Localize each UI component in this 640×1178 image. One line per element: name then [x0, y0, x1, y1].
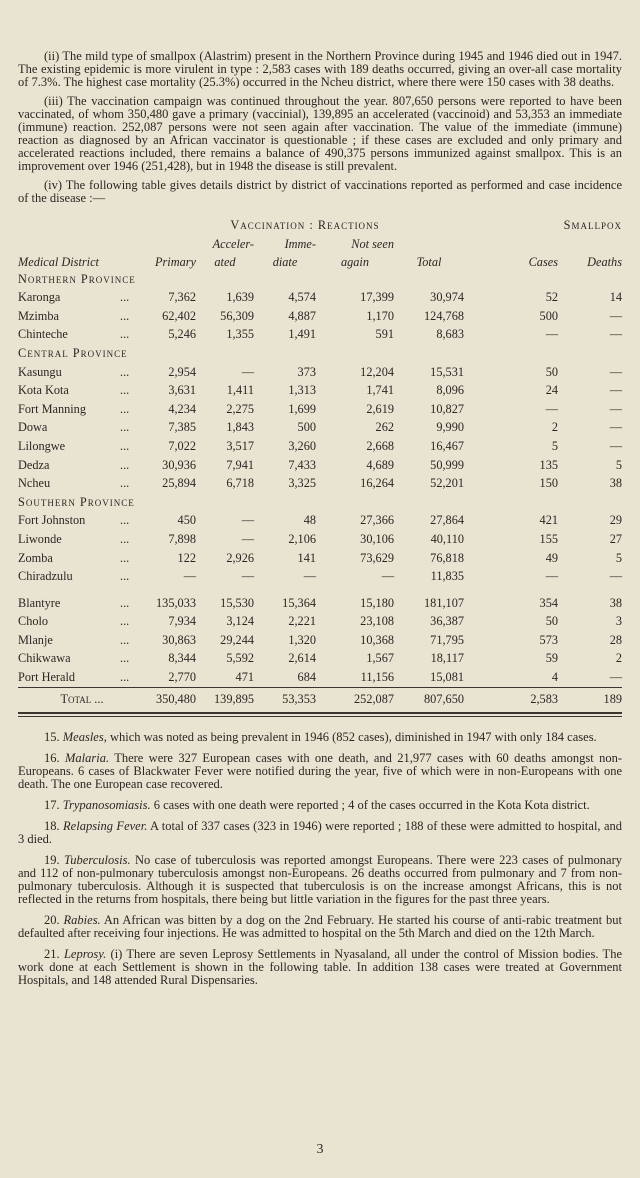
cell-primary: 7,362 [168, 290, 196, 305]
leader-dots: ... [120, 632, 130, 647]
cell-notseen: 1,741 [366, 383, 394, 398]
cell-deaths: 3 [615, 614, 622, 629]
table-row [18, 631, 622, 650]
cell-primary: 4,234 [168, 401, 196, 416]
table-row [18, 400, 622, 419]
col-notseen-2: again [340, 254, 369, 269]
cell-primary: 2,770 [168, 670, 196, 685]
leader-dots: ... [120, 513, 130, 528]
district-name: Karonga [18, 290, 61, 305]
section-number: 15. [44, 729, 60, 744]
cell-accel: 56,309 [220, 308, 254, 323]
cell-imme: 2,614 [288, 651, 316, 666]
leader-dots: ... [120, 595, 130, 610]
col-primary: Primary [155, 254, 196, 269]
cell-accel: 1,639 [226, 290, 254, 305]
col-medical-district: Medical District [18, 254, 99, 269]
district-name: Dowa [18, 420, 48, 435]
cell-notseen: 23,108 [360, 614, 394, 629]
cell-cases: 573 [539, 632, 558, 647]
cell-accel: 2,275 [226, 401, 254, 416]
section-text: (i) There are seven Leprosy Settlements in Nyasaland, all under the control of Mission bodies. The work done at each Settlement is shown in the following table. In addition 138 cases were treated at Government Hospitals, and 148 attended Rural Dispensaries. [18, 946, 622, 987]
cell-cases: — [545, 569, 558, 584]
cell-notseen: 4,689 [366, 457, 394, 472]
total-imme: 53,353 [254, 687, 316, 710]
section-title: Malaria. [64, 750, 110, 765]
section-number: 16. [44, 750, 60, 765]
cell-imme: 3,260 [288, 438, 316, 453]
cell-total: 71,795 [430, 632, 464, 647]
cell-primary: 450 [177, 513, 196, 528]
cell-primary: 135,033 [156, 595, 196, 610]
section-text: which was noted as being prevalent in 1946 (852 cases), diminished in 1947 with only 184 cases. [106, 729, 597, 744]
cell-cases: — [545, 401, 558, 416]
cell-accel: 15,530 [220, 595, 254, 610]
table-row [18, 594, 622, 613]
cell-notseen: 2,668 [366, 438, 394, 453]
district-name: Ncheu [18, 476, 51, 491]
cell-accel: 6,718 [226, 476, 254, 491]
cell-cases: 52 [545, 290, 558, 305]
cell-total: 76,818 [430, 550, 464, 565]
col-deaths: Deaths [587, 254, 622, 269]
table-row [18, 381, 622, 400]
cell-notseen: 27,366 [360, 513, 394, 528]
cell-deaths: — [609, 438, 622, 453]
cell-primary: 8,344 [168, 651, 196, 666]
table-row [18, 363, 622, 382]
table-row [18, 649, 622, 668]
cell-imme: 15,364 [282, 595, 316, 610]
cell-primary: 7,385 [168, 420, 196, 435]
numbered-section [18, 854, 622, 906]
cell-primary: 30,863 [162, 632, 196, 647]
cell-cases: 500 [539, 308, 558, 323]
total-total: 807,650 [394, 687, 464, 710]
cell-primary: 7,898 [168, 531, 196, 546]
cell-imme: 7,433 [288, 457, 316, 472]
group-header-vaccination: Vaccination : Reactions [230, 217, 380, 232]
numbered-section [18, 948, 622, 987]
cell-deaths: 38 [609, 595, 622, 610]
paragraph-table-intro-iv: (iv) The following table gives details district by district of vaccinations reported as performed and case incidence of the disease :— [18, 178, 622, 205]
total-primary: 350,480 [146, 687, 196, 710]
cell-imme: 1,699 [288, 401, 316, 416]
cell-total: 27,864 [430, 513, 464, 528]
total-row [18, 687, 622, 710]
leader-dots: ... [120, 550, 130, 565]
table-row [18, 668, 622, 687]
cell-total: 9,990 [436, 420, 464, 435]
cell-cases: 5 [551, 438, 558, 453]
table-subheader-row-2 [18, 254, 622, 270]
district-name: Mlanje [18, 632, 53, 647]
cell-accel: 1,843 [226, 420, 254, 435]
vaccination-table-body [18, 270, 622, 710]
total-deaths: 189 [558, 687, 622, 710]
leader-dots: ... [120, 614, 130, 629]
cell-total: 40,110 [430, 531, 464, 546]
cell-imme: 1,313 [288, 383, 316, 398]
cell-notseen: 262 [375, 420, 394, 435]
cell-imme: 3,325 [288, 476, 316, 491]
district-name: Fort Manning [18, 401, 86, 416]
cell-notseen: 17,399 [360, 290, 394, 305]
table-subheader-row-1 [18, 235, 622, 254]
col-accelerated-1: Acceler- [212, 237, 254, 252]
cell-total: 8,683 [436, 327, 464, 342]
cell-deaths: — [609, 327, 622, 342]
cell-total: 10,827 [430, 401, 464, 416]
cell-cases: 2 [551, 420, 558, 435]
table-row [18, 456, 622, 475]
intro-paragraphs [18, 50, 622, 205]
cell-total: 8,096 [436, 383, 464, 398]
leader-dots: ... [120, 438, 130, 453]
cell-deaths: — [609, 308, 622, 323]
section-number: 20. [44, 912, 60, 927]
total-cases: 2,583 [464, 687, 558, 710]
cell-primary: 25,894 [162, 476, 196, 491]
cell-accel: 471 [235, 670, 254, 685]
cell-deaths: — [609, 383, 622, 398]
page-number: 3 [316, 1142, 324, 1157]
table-row [18, 511, 622, 530]
cell-primary: 122 [177, 550, 196, 565]
numbered-sections [18, 731, 622, 987]
table-row [18, 530, 622, 549]
cell-primary: — [183, 569, 196, 584]
leader-dots: ... [120, 569, 130, 584]
section-text: An African was bitten by a dog on the 2nd February. He started his course of anti-rabic treatment but defaulted after receiving four injections. He was admitted to hospital on the 5th March and died on the 12th March. [18, 912, 623, 940]
section-text: No case of tuberculosis was reported amongst Europeans. There were 223 cases of pulmonary and 112 of non-pulmonary tuberculosis amongst non-Europeans. 26 deaths occurred from pulmonary and 7 from non-pulmonary tuberculosis. Although it is suspected that tuberculosis is on the increase amongst Africans, this is not reflected in the returns from hospitals, there being but little variation in the figures for the past three years. [18, 852, 623, 906]
cell-accel: 1,411 [226, 383, 254, 398]
cell-notseen: 16,264 [360, 476, 394, 491]
cell-total: 16,467 [430, 438, 464, 453]
cell-imme: 4,887 [288, 308, 316, 323]
cell-cases: 49 [545, 550, 558, 565]
province-name: Northern Province [18, 271, 136, 286]
cell-notseen: 591 [375, 327, 394, 342]
district-name: Chinteche [18, 327, 68, 342]
section-number: 19. [44, 852, 60, 867]
cell-notseen: 12,204 [360, 364, 394, 379]
total-notseen: 252,087 [316, 687, 394, 710]
cell-cases: 50 [545, 364, 558, 379]
cell-imme: 48 [303, 513, 316, 528]
paragraph-vaccination-iii: (iii) The vaccination campaign was continued throughout the year. 807,650 persons were reported to have been vaccinated, of whom 350,480 gave a primary (vaccinial), 139,895 an accelerated (vaccinoid) and 53,353 an immediate (immune) reaction. 252,087 persons were not seen again after vaccination. The value of the immediate (immune) reaction as diagnosed by an African vaccinator is questionable ; if these cases are excluded and only primary and accelerated reactions included, there remains a balance of 490,375 persons immunized against smallpox. This is an improvement over 1946 (251,428), but in 1948 the disease is still prevalent. [18, 94, 622, 173]
section-text: A total of 337 cases (323 in 1946) were reported ; 188 of these were admitted to hospital, and 3 died. [18, 818, 622, 846]
cell-total: 11,835 [430, 569, 464, 584]
cell-imme: 2,106 [288, 531, 316, 546]
cell-deaths: — [609, 401, 622, 416]
cell-total: 18,117 [430, 651, 464, 666]
cell-deaths: — [609, 420, 622, 435]
district-name: Dedza [18, 457, 50, 472]
table-group-header-row [18, 215, 622, 235]
table-row [18, 307, 622, 326]
col-total: Total [416, 254, 442, 269]
cell-cases: 150 [539, 476, 558, 491]
cell-cases: 155 [539, 531, 558, 546]
section-title: Leprosy. [63, 946, 107, 961]
numbered-section [18, 914, 622, 940]
cell-deaths: 2 [615, 651, 622, 666]
group-header-smallpox: Smallpox [563, 217, 622, 232]
cell-primary: 30,936 [162, 457, 196, 472]
col-notseen-1: Not seen [351, 237, 394, 252]
table-row [18, 325, 622, 344]
table-bottom-rule [18, 712, 622, 717]
cell-imme: 1,491 [288, 327, 316, 342]
cell-cases: 59 [545, 651, 558, 666]
section-text: There were 327 European cases with one death, and 21,977 cases with 60 deaths amongst non-Europeans. 6 cases of Blackwater Fever were notified during the year, five of which were in non-Europeans with one death. The one European case recovered. [18, 750, 622, 791]
cell-accel: 1,355 [226, 327, 254, 342]
table-row [18, 612, 622, 631]
cell-deaths: 29 [609, 513, 622, 528]
vaccination-table [18, 215, 622, 710]
section-title: Tuberculosis. [64, 852, 131, 867]
cell-imme: 141 [297, 550, 316, 565]
leader-dots: ... [120, 420, 130, 435]
cell-imme: 500 [297, 420, 316, 435]
province-row [18, 493, 622, 512]
leader-dots: ... [120, 308, 130, 323]
district-name: Kota Kota [18, 383, 69, 398]
cell-notseen: 73,629 [360, 550, 394, 565]
col-accelerated-2: ated [214, 254, 236, 269]
cell-imme: 1,320 [288, 632, 316, 647]
table-row [18, 437, 622, 456]
row-spacer [18, 586, 622, 594]
district-name: Mzimba [18, 308, 59, 323]
cell-imme: 684 [297, 670, 316, 685]
district-name: Liwonde [18, 531, 62, 546]
leader-dots: ... [120, 290, 130, 305]
cell-notseen: 1,170 [366, 308, 394, 323]
cell-primary: 2,954 [168, 364, 196, 379]
leader-dots: ... [120, 383, 130, 398]
numbered-section [18, 731, 622, 744]
district-name: Cholo [18, 614, 49, 629]
cell-notseen: 11,156 [360, 670, 394, 685]
cell-accel: 7,941 [226, 457, 254, 472]
cell-notseen: — [381, 569, 394, 584]
cell-accel: — [241, 364, 254, 379]
cell-deaths: — [609, 569, 622, 584]
leader-dots: ... [120, 401, 130, 416]
cell-notseen: 10,368 [360, 632, 394, 647]
table-row [18, 474, 622, 493]
cell-deaths: 27 [609, 531, 622, 546]
paragraph-smallpox-ii: (ii) The mild type of smallpox (Alastrim) present in the Northern Province during 1945 and 1946 died out in 1947. The existing epidemic is more virulent in type : 2,583 cases with 189 deaths occurred, giving an over-all case mortality of 7.3%. The highest case mortality (25.3%) occurred in the Ncheu district, where there were 150 cases with 38 deaths. [18, 49, 622, 89]
district-name: Zomba [18, 550, 53, 565]
cell-cases: 354 [539, 595, 558, 610]
cell-deaths: — [609, 364, 622, 379]
section-title: Relapsing Fever. [63, 818, 148, 833]
cell-cases: 50 [545, 614, 558, 629]
section-number: 18. [44, 818, 60, 833]
table-row [18, 549, 622, 568]
cell-accel: — [241, 569, 254, 584]
cell-cases: 4 [551, 670, 558, 685]
cell-cases: 24 [545, 383, 558, 398]
table-row [18, 288, 622, 307]
cell-total: 124,768 [424, 308, 464, 323]
district-name: Port Herald [18, 670, 76, 685]
cell-deaths: 5 [615, 550, 622, 565]
cell-total: 50,999 [430, 457, 464, 472]
numbered-section [18, 799, 622, 812]
cell-total: 15,531 [430, 364, 464, 379]
col-immediate-1: Imme- [284, 237, 316, 252]
cell-accel: 5,592 [226, 651, 254, 666]
district-name: Blantyre [18, 595, 61, 610]
cell-total: 181,107 [424, 595, 464, 610]
table-row [18, 418, 622, 437]
province-name: Central Province [18, 345, 128, 360]
cell-accel: — [241, 531, 254, 546]
cell-imme: — [303, 569, 316, 584]
section-title: Measles, [62, 729, 107, 744]
district-name: Lilongwe [18, 438, 66, 453]
numbered-section [18, 752, 622, 791]
leader-dots: ... [120, 651, 130, 666]
cell-deaths: — [609, 670, 622, 685]
cell-deaths: 14 [609, 290, 622, 305]
cell-primary: 7,022 [168, 438, 196, 453]
section-title: Trypanosomiasis. [62, 797, 151, 812]
cell-deaths: 28 [609, 632, 622, 647]
cell-cases: 135 [539, 457, 558, 472]
district-name: Fort Johnston [18, 513, 86, 528]
cell-notseen: 1,567 [366, 651, 394, 666]
district-name: Chiradzulu [18, 569, 73, 584]
section-title: Rabies. [63, 912, 101, 927]
col-immediate-2: diate [272, 254, 298, 269]
table-row [18, 567, 622, 586]
cell-accel: 3,124 [226, 614, 254, 629]
province-row [18, 270, 622, 289]
cell-primary: 3,631 [168, 383, 196, 398]
leader-dots: ... [120, 457, 130, 472]
cell-notseen: 30,106 [360, 531, 394, 546]
cell-primary: 62,402 [162, 308, 196, 323]
cell-accel: 2,926 [226, 550, 254, 565]
province-row [18, 344, 622, 363]
cell-total: 52,201 [430, 476, 464, 491]
cell-imme: 2,221 [288, 614, 316, 629]
cell-deaths: 5 [615, 457, 622, 472]
district-name: Chikwawa [18, 651, 71, 666]
cell-total: 15,081 [430, 670, 464, 685]
leader-dots: ... [120, 476, 130, 491]
total-accel: 139,895 [196, 687, 254, 710]
cell-deaths: 38 [609, 476, 622, 491]
district-name: Kasungu [18, 364, 62, 379]
cell-notseen: 15,180 [360, 595, 394, 610]
leader-dots: ... [120, 670, 130, 685]
col-cases: Cases [528, 254, 558, 269]
cell-accel: — [241, 513, 254, 528]
section-number: 21. [44, 946, 60, 961]
cell-notseen: 2,619 [366, 401, 394, 416]
province-name: Southern Province [18, 494, 135, 509]
cell-total: 30,974 [430, 290, 464, 305]
leader-dots: ... [120, 364, 130, 379]
cell-cases: 421 [539, 513, 558, 528]
numbered-section [18, 820, 622, 846]
leader-dots: ... [120, 531, 130, 546]
section-number: 17. [44, 797, 60, 812]
section-text: 6 cases with one death were reported ; 4 of the cases occurred in the Kota Kota district. [150, 797, 590, 812]
cell-cases: — [545, 327, 558, 342]
cell-imme: 4,574 [288, 290, 316, 305]
cell-accel: 29,244 [220, 632, 254, 647]
cell-total: 36,387 [430, 614, 464, 629]
cell-accel: 3,517 [226, 438, 254, 453]
cell-primary: 7,934 [168, 614, 196, 629]
total-label: Total ... [18, 687, 146, 710]
cell-imme: 373 [297, 364, 316, 379]
cell-primary: 5,246 [168, 327, 196, 342]
leader-dots: ... [120, 327, 130, 342]
